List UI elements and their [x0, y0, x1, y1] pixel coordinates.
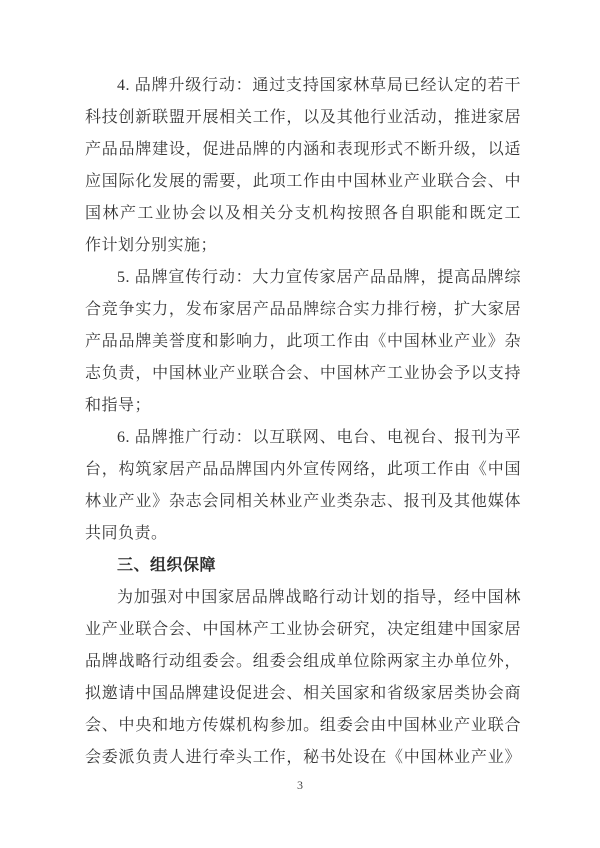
text-line: 业产业联合会、中国林产工业协会研究，决定组建中国家居: [85, 621, 521, 638]
text-line: 6. 品牌推广行动：以互联网、电台、电视台、报刊为平: [117, 429, 521, 446]
text-line: 产品品牌建设，促进品牌的内涵和表现形式不断升级，以适: [85, 141, 521, 158]
text-line: 品牌战略行动组委会。组委会组成单位除两家主办单位外，: [85, 653, 521, 670]
text-line: 科技创新联盟开展相关工作，以及其他行业活动，推进家居: [85, 109, 521, 126]
paragraph: [85, 70, 521, 262]
text-line: 应国际化发展的需要，此项工作由中国林业产业联合会、中: [85, 173, 521, 190]
text-line: 作计划分别实施；: [85, 237, 218, 254]
text-line: 4. 品牌升级行动：通过支持国家林草局已经认定的若干: [117, 77, 521, 94]
document-content: [85, 70, 521, 774]
text-line: 林业产业》杂志会同相关林业产业类杂志、报刊及其他媒体: [85, 493, 521, 510]
text-line: 会委派负责人进行牵头工作，秘书处设在《中国林业产业》: [85, 749, 521, 766]
page-number: 3: [297, 778, 303, 792]
paragraph: [85, 582, 521, 774]
text-line: 为加强对中国家居品牌战略行动计划的指导，经中国林: [117, 589, 521, 606]
text-line: 5. 品牌宣传行动：大力宣传家居产品品牌，提高品牌综: [117, 269, 521, 286]
paragraph: [85, 262, 521, 422]
text-line: 合竞争实力，发布家居产品品牌综合实力排行榜，扩大家居: [85, 301, 521, 318]
text-line: 国林产工业协会以及相关分支机构按照各自职能和既定工: [85, 205, 521, 222]
paragraph: [85, 422, 521, 550]
text-line: 共同负责。: [85, 525, 168, 542]
text-line: 三、组织保障: [117, 557, 217, 574]
text-line: 拟邀请中国品牌建设促进会、相关国家和省级家居类协会商: [85, 685, 521, 702]
section-heading: [85, 550, 521, 582]
text-line: 产品品牌美誉度和影响力，此项工作由《中国林业产业》杂: [85, 333, 521, 350]
text-line: 会、中央和地方传媒机构参加。组委会由中国林业产业联合: [85, 717, 521, 734]
text-line: 志负责，中国林业产业联合会、中国林产工业协会予以支持: [85, 365, 521, 382]
text-line: 台，构筑家居产品品牌国内外宣传网络，此项工作由《中国: [85, 461, 521, 478]
text-line: 和指导；: [85, 397, 152, 414]
